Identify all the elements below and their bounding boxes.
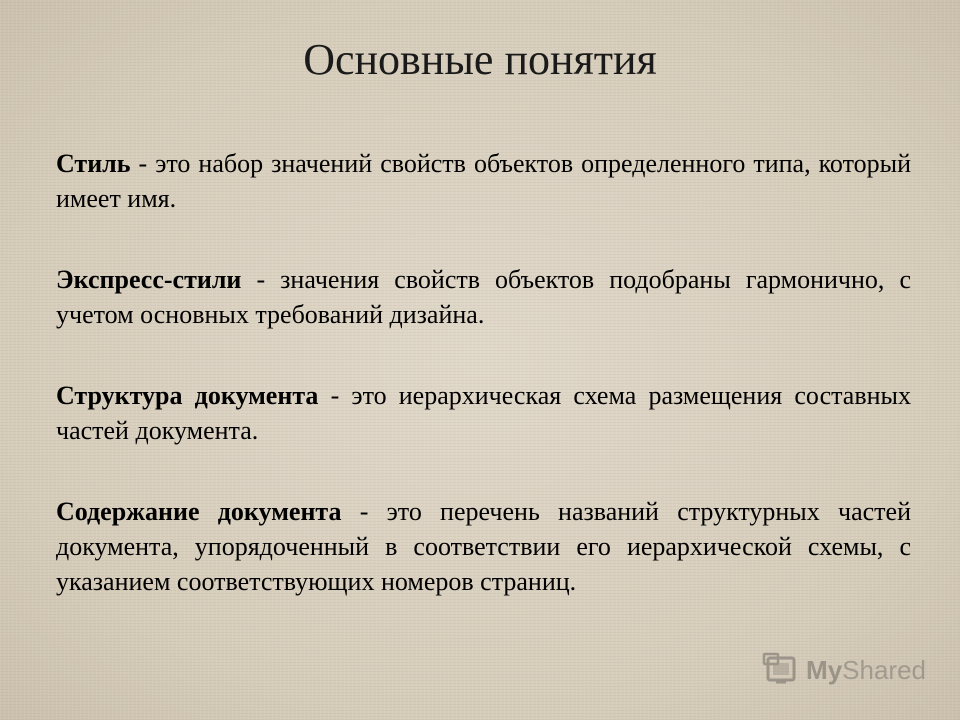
definition-term: Экспресс-стили — [56, 265, 242, 294]
definitions-list — [56, 146, 911, 599]
definition-term: Структура документа — [56, 381, 319, 410]
definition-document-structure — [56, 378, 911, 448]
definition-term: Содержание документа — [56, 497, 342, 526]
myshared-watermark — [762, 650, 926, 690]
watermark-brand-prefix: My — [806, 654, 843, 685]
definition-text: - это набор значений свойств объектов определенного типа, который имеет имя. — [56, 149, 911, 213]
definition-document-contents — [56, 494, 911, 599]
slide-title: Основные понятия — [303, 35, 657, 84]
definition-term: Стиль — [56, 149, 131, 178]
definition-text: - это перечень названий структурных частей документа, упорядоченный в соответствии его иерархической схемы, с указанием соответствующих номеров страниц. — [56, 497, 911, 596]
definition-express-styles — [56, 262, 911, 332]
mysharedicon — [762, 652, 802, 688]
definition-style — [56, 146, 911, 216]
definition-text: - значения свойств объектов подобраны гармонично, с учетом основных требований дизайна. — [56, 265, 911, 329]
definition-text: - это иерархическая схема размещения составных частей документа. — [56, 381, 911, 445]
watermark-brand-suffix: Shared — [842, 654, 926, 685]
